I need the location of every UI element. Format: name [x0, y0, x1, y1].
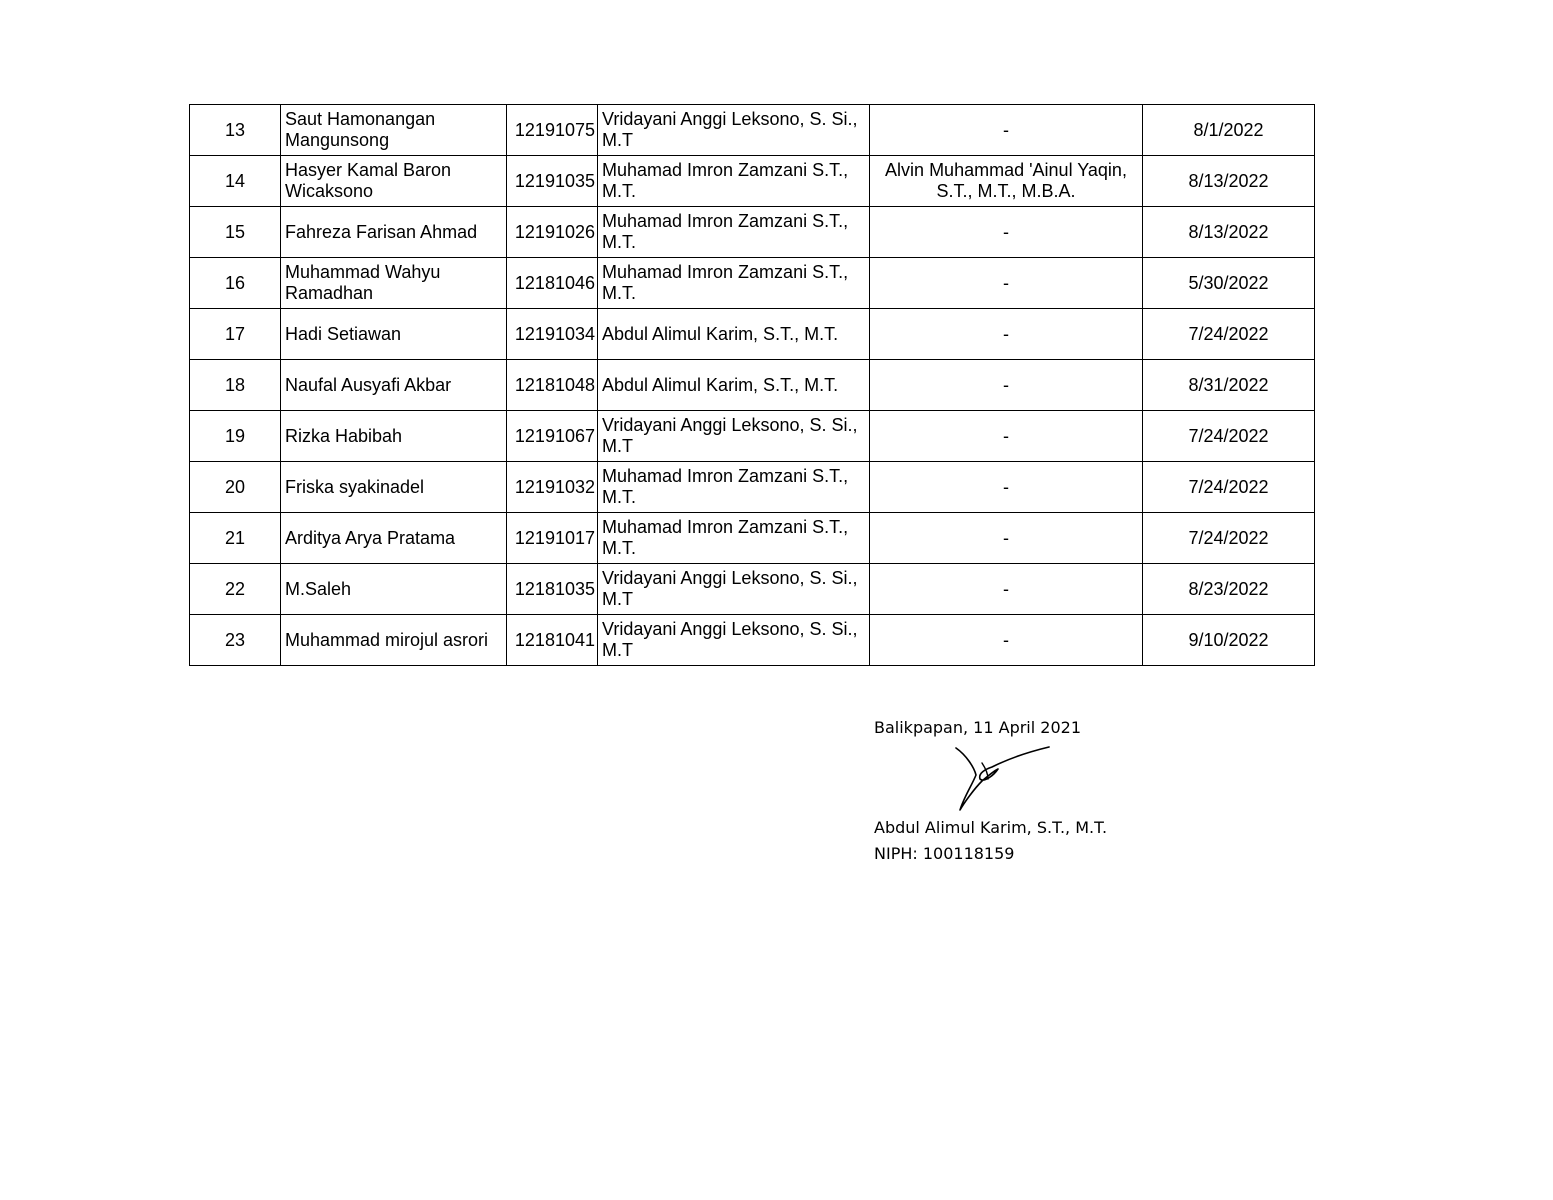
cell-number: 14 [190, 156, 281, 207]
cell-supervisor-2: - [870, 462, 1143, 513]
cell-number: 13 [190, 105, 281, 156]
cell-date: 7/24/2022 [1143, 309, 1315, 360]
cell-supervisor-1: Vridayani Anggi Leksono, S. Si., M.T [598, 105, 870, 156]
cell-date: 8/13/2022 [1143, 207, 1315, 258]
cell-student-id: 12191032 [507, 462, 598, 513]
cell-student-id: 12191026 [507, 207, 598, 258]
cell-student-name: Arditya Arya Pratama [281, 513, 507, 564]
table-row [190, 156, 1315, 207]
signature-place-date: Balikpapan, 11 April 2021 [874, 718, 1081, 737]
cell-supervisor-2: - [870, 105, 1143, 156]
student-table-body [190, 105, 1315, 666]
cell-student-name: Saut Hamonangan Mangunsong [281, 105, 507, 156]
cell-supervisor-1: Abdul Alimul Karim, S.T., M.T. [598, 309, 870, 360]
cell-supervisor-1: Muhamad Imron Zamzani S.T., M.T. [598, 462, 870, 513]
table-row [190, 462, 1315, 513]
table-row [190, 564, 1315, 615]
cell-supervisor-1: Muhamad Imron Zamzani S.T., M.T. [598, 513, 870, 564]
handwritten-signature [944, 745, 1064, 815]
cell-number: 18 [190, 360, 281, 411]
table-row [190, 105, 1315, 156]
cell-student-name: Fahreza Farisan Ahmad [281, 207, 507, 258]
signatory-id: NIPH: 100118159 [874, 844, 1015, 863]
cell-number: 22 [190, 564, 281, 615]
cell-student-id: 12191035 [507, 156, 598, 207]
cell-student-name: Naufal Ausyafi Akbar [281, 360, 507, 411]
cell-date: 8/31/2022 [1143, 360, 1315, 411]
cell-supervisor-1: Muhamad Imron Zamzani S.T., M.T. [598, 207, 870, 258]
table-row [190, 309, 1315, 360]
cell-student-id: 12191067 [507, 411, 598, 462]
cell-student-name: M.Saleh [281, 564, 507, 615]
cell-supervisor-2: - [870, 309, 1143, 360]
cell-number: 17 [190, 309, 281, 360]
cell-student-id: 12191017 [507, 513, 598, 564]
signatory-name: Abdul Alimul Karim, S.T., M.T. [874, 818, 1108, 837]
cell-student-id: 12181046 [507, 258, 598, 309]
cell-date: 8/1/2022 [1143, 105, 1315, 156]
cell-number: 19 [190, 411, 281, 462]
cell-student-name: Friska syakinadel [281, 462, 507, 513]
cell-supervisor-2: - [870, 258, 1143, 309]
cell-supervisor-1: Abdul Alimul Karim, S.T., M.T. [598, 360, 870, 411]
cell-number: 20 [190, 462, 281, 513]
cell-student-id: 12191034 [507, 309, 598, 360]
cell-date: 8/23/2022 [1143, 564, 1315, 615]
cell-supervisor-2: - [870, 360, 1143, 411]
cell-student-id: 12191075 [507, 105, 598, 156]
cell-supervisor-1: Muhamad Imron Zamzani S.T., M.T. [598, 156, 870, 207]
cell-number: 15 [190, 207, 281, 258]
cell-student-name: Muhammad mirojul asrori [281, 615, 507, 666]
cell-date: 8/13/2022 [1143, 156, 1315, 207]
cell-date: 7/24/2022 [1143, 513, 1315, 564]
cell-date: 7/24/2022 [1143, 462, 1315, 513]
cell-supervisor-1: Vridayani Anggi Leksono, S. Si., M.T [598, 615, 870, 666]
cell-number: 21 [190, 513, 281, 564]
cell-student-id: 12181041 [507, 615, 598, 666]
cell-date: 9/10/2022 [1143, 615, 1315, 666]
cell-number: 16 [190, 258, 281, 309]
table-row [190, 258, 1315, 309]
cell-student-id: 12181035 [507, 564, 598, 615]
student-table [189, 104, 1315, 666]
table-row [190, 513, 1315, 564]
cell-supervisor-1: Muhamad Imron Zamzani S.T., M.T. [598, 258, 870, 309]
cell-student-name: Rizka Habibah [281, 411, 507, 462]
table-row [190, 411, 1315, 462]
cell-number: 23 [190, 615, 281, 666]
table-row [190, 615, 1315, 666]
cell-supervisor-2: - [870, 513, 1143, 564]
cell-supervisor-2: - [870, 207, 1143, 258]
cell-supervisor-2: - [870, 564, 1143, 615]
cell-date: 5/30/2022 [1143, 258, 1315, 309]
cell-supervisor-1: Vridayani Anggi Leksono, S. Si., M.T [598, 411, 870, 462]
cell-supervisor-1: Vridayani Anggi Leksono, S. Si., M.T [598, 564, 870, 615]
cell-student-name: Hadi Setiawan [281, 309, 507, 360]
cell-student-name: Muhammad Wahyu Ramadhan [281, 258, 507, 309]
cell-supervisor-2: - [870, 615, 1143, 666]
cell-supervisor-2: - [870, 411, 1143, 462]
cell-student-name: Hasyer Kamal Baron Wicaksono [281, 156, 507, 207]
cell-date: 7/24/2022 [1143, 411, 1315, 462]
cell-supervisor-2: Alvin Muhammad 'Ainul Yaqin, S.T., M.T., M.B.A. [870, 156, 1143, 207]
cell-student-id: 12181048 [507, 360, 598, 411]
table-row [190, 360, 1315, 411]
table-row [190, 207, 1315, 258]
